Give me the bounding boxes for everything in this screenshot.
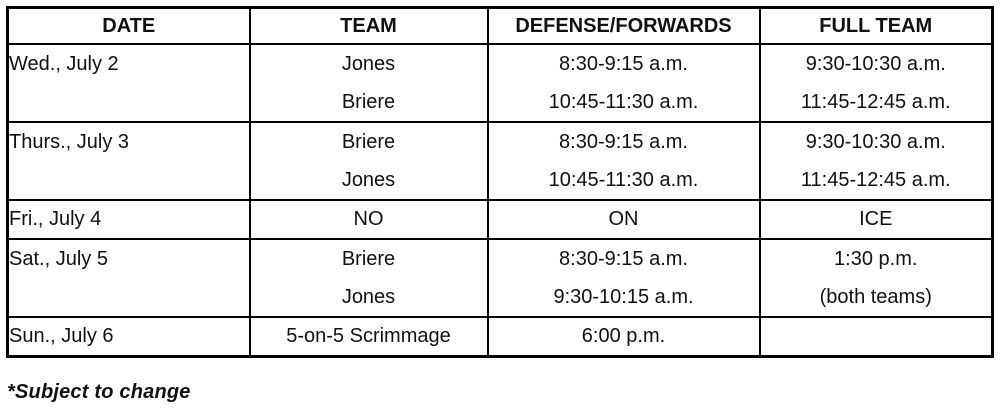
- time-line: 9:30-10:30 a.m.: [805, 131, 946, 153]
- defense-forwards-cell: [488, 122, 760, 200]
- team-cell: [250, 122, 488, 200]
- column-header-defense-forwards: DEFENSE/FORWARDS: [488, 8, 760, 45]
- header-row: [8, 8, 993, 45]
- date-cell: [8, 122, 250, 200]
- table-row-sat-july-5: [8, 239, 993, 317]
- table-row-thurs-july-3: [8, 122, 993, 200]
- date-text: Fri., July 4: [9, 208, 102, 230]
- time-line: 10:45-11:30 a.m.: [548, 91, 699, 113]
- team-cell: [250, 44, 488, 122]
- footnote: *Subject to change: [7, 381, 191, 403]
- time-line: 6:00 p.m.: [581, 325, 666, 347]
- time-line: 9:30-10:30 a.m.: [805, 53, 946, 75]
- schedule-table: [6, 6, 994, 358]
- defense-forwards-cell: [488, 239, 760, 317]
- time-line: 1:30 p.m.: [834, 248, 918, 270]
- column-header-date: DATE: [8, 8, 250, 45]
- table-row-sun-july-6: [8, 317, 993, 357]
- date-text: Wed., July 2: [9, 53, 119, 75]
- team-cell: [250, 239, 488, 317]
- time-line: ICE: [859, 208, 893, 230]
- full-team-cell: [760, 44, 993, 122]
- column-header-team: TEAM: [250, 8, 488, 45]
- team-line: Briere: [341, 248, 396, 270]
- time-line: (both teams): [819, 286, 932, 308]
- table-row-fri-july-4: [8, 200, 993, 239]
- time-line: 10:45-11:30 a.m.: [548, 169, 699, 191]
- time-line: 11:45-12:45 a.m.: [800, 169, 951, 191]
- team-line: 5-on-5 Scrimmage: [286, 325, 451, 347]
- team-line: Briere: [341, 131, 396, 153]
- full-team-cell: [760, 122, 993, 200]
- column-header-full-team: FULL TEAM: [760, 8, 993, 45]
- date-text: Thurs., July 3: [9, 131, 130, 153]
- full-team-cell: [760, 239, 993, 317]
- time-line: ON: [608, 208, 639, 230]
- date-cell: [8, 317, 250, 357]
- team-line: Briere: [341, 91, 396, 113]
- defense-forwards-cell: [488, 200, 760, 239]
- date-cell: [8, 239, 250, 317]
- date-cell: [8, 44, 250, 122]
- team-cell: [250, 317, 488, 357]
- team-line: Jones: [341, 169, 396, 191]
- empty-cell-text: [761, 318, 992, 355]
- date-text: Sun., July 6: [9, 325, 114, 347]
- date-cell: [8, 200, 250, 239]
- team-line: NO: [353, 208, 384, 230]
- time-line: 8:30-9:15 a.m.: [559, 53, 688, 75]
- time-line: 8:30-9:15 a.m.: [559, 248, 688, 270]
- defense-forwards-cell: [488, 317, 760, 357]
- team-line: Jones: [341, 286, 396, 308]
- defense-forwards-cell: [488, 44, 760, 122]
- team-cell: [250, 200, 488, 239]
- time-line: 11:45-12:45 a.m.: [800, 91, 951, 113]
- date-text: Sat., July 5: [9, 248, 108, 270]
- time-line: 9:30-10:15 a.m.: [553, 286, 694, 308]
- team-line: Jones: [341, 53, 396, 75]
- time-line: 8:30-9:15 a.m.: [559, 131, 688, 153]
- full-team-cell: [760, 317, 993, 357]
- full-team-cell: [760, 200, 993, 239]
- table-row-wed-july-2: [8, 44, 993, 122]
